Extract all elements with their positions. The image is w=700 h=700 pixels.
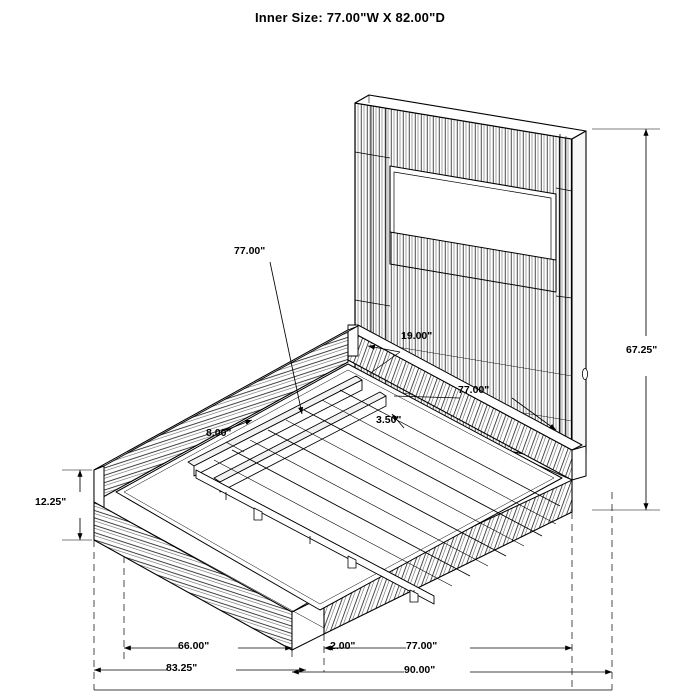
dimension-label-12-25: 12.25" [35, 496, 67, 508]
dim-12-25 [62, 470, 92, 540]
dimension-label-3-50: 3.50" [376, 414, 402, 426]
dimension-label-90-00: 90.00" [404, 664, 436, 676]
dimension-label-83-25: 83.25" [166, 662, 198, 674]
dimension-label-67-25: 67.25" [626, 344, 658, 356]
dim-67-25 [592, 129, 660, 510]
dimension-label-77-top: 77.00" [234, 245, 266, 257]
page-title: Inner Size: 77.00"W X 82.00"D [254, 10, 446, 25]
dimension-label-19-00: 19.00" [401, 330, 433, 342]
dimension-label-66-00: 66.00" [178, 640, 210, 652]
dimension-label-77-mid: 77.00" [458, 384, 490, 396]
dimension-label-77-bottom: 77.00" [406, 640, 438, 652]
dimension-label-8-00: 8.00" [206, 427, 232, 439]
dimension-label-2-00: 2.00" [330, 640, 356, 652]
